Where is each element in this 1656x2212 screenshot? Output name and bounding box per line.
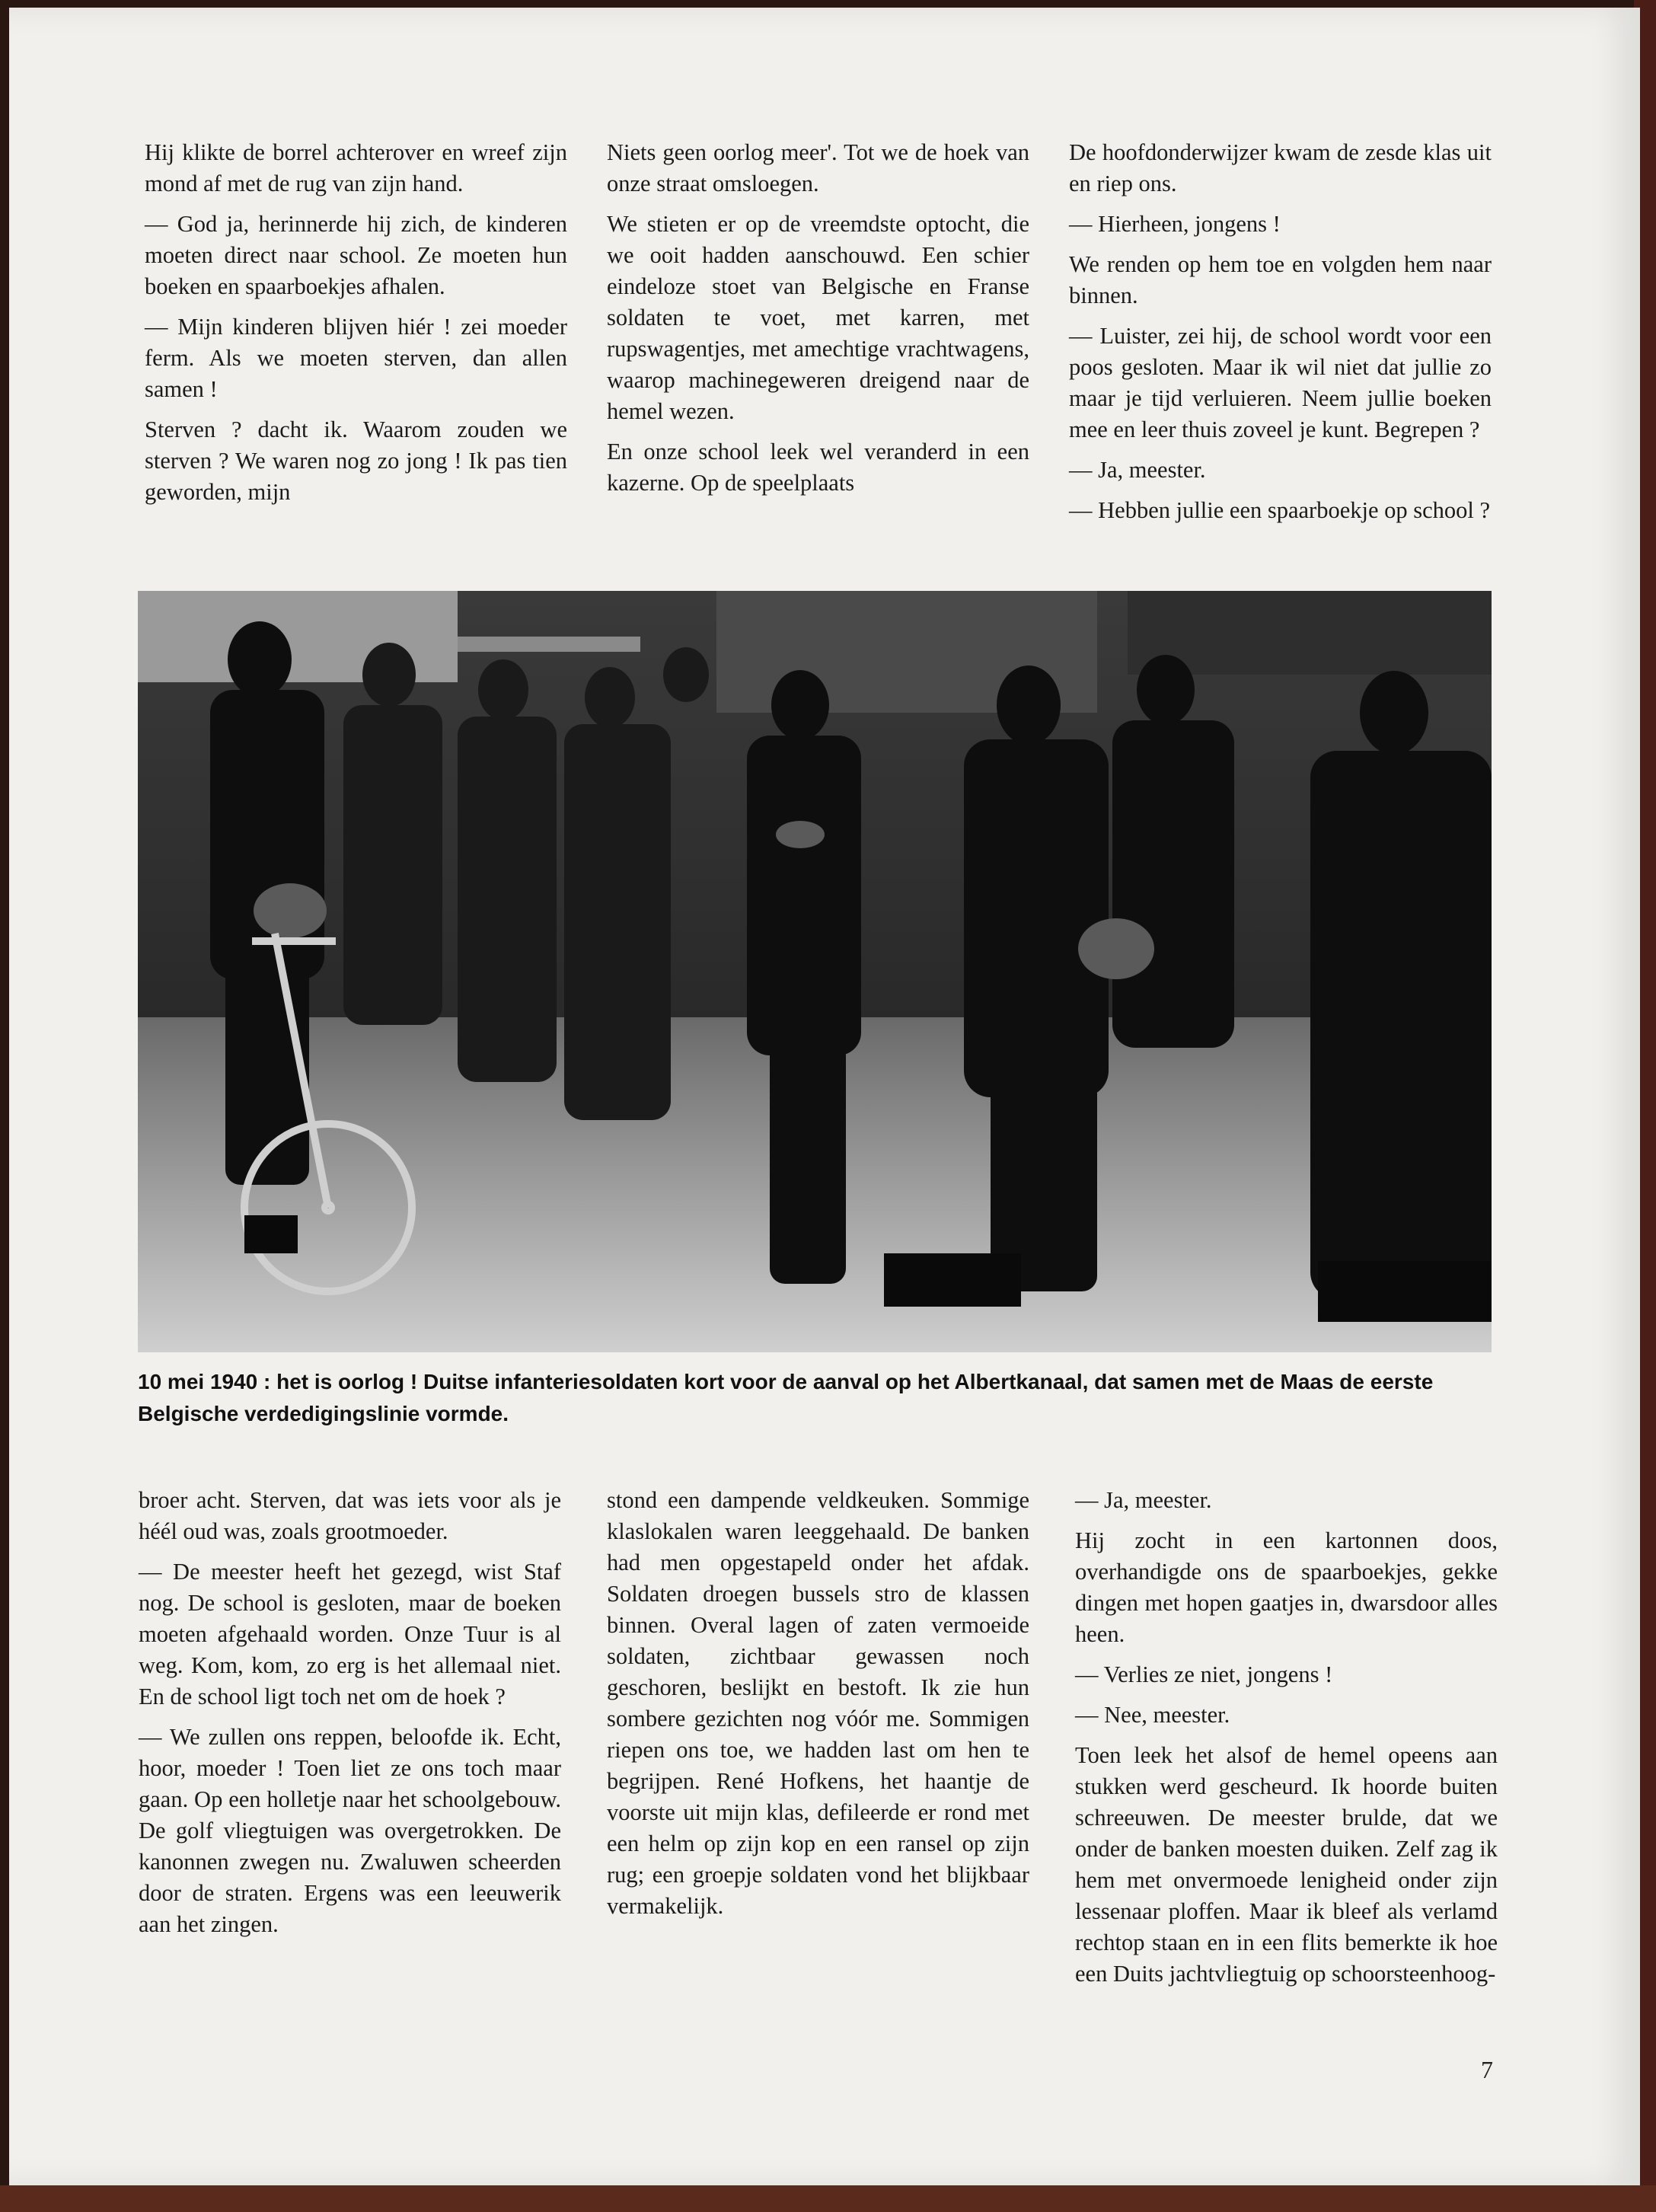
paragraph: — Verlies ze niet, jongens ! (1075, 1661, 1333, 1687)
paragraph: — Hierheen, jongens ! (1069, 211, 1281, 237)
paragraph: — Ja, meester. (1069, 457, 1206, 483)
paragraph: We renden op hem toe en volgden hem naar binnen. (1069, 251, 1492, 308)
page-number: 7 (1481, 2056, 1493, 2083)
paragraph: Toen leek het alsof de hemel opeens aan stukken werd gescheurd. Ik hoorde buiten schreeuwen. De meester brulde, dat we onder de banken moesten duiken. Zelf zag ik hem met onvermoede lenigheid onder zijn lessenaar ploffen. Maar ik bleef als verlamd rechtop staan en in een flits bemerkte ik hoe een Duits jachtvliegtuig op schoorsteenhoog- (1075, 1742, 1498, 1987)
paragraph: Hij zocht in een kartonnen doos, overhandigde ons de spaarboekjes, gekke dingen met hopen gaatjes in, dwarsdoor alles heen. (1075, 1527, 1498, 1647)
paragraph: Niets geen oorlog meer'. Tot we de hoek van onze straat omsloegen. (607, 139, 1029, 196)
top-column-2 (607, 137, 1029, 508)
top-column-1 (145, 137, 567, 517)
soldiers-marching-illustration (138, 591, 1492, 1352)
paragraph: — Mijn kinderen blijven hiér ! zei moeder ferm. Als we moeten sterven, dan allen samen ! (145, 314, 567, 402)
historical-photo (138, 591, 1492, 1352)
paragraph: — Ja, meester. (1075, 1487, 1212, 1513)
paragraph: De hoofdonderwijzer kwam de zesde klas uit en riep ons. (1069, 139, 1492, 196)
paragraph: We stieten er op de vreemdste optocht, die we ooit hadden aanschouwd. Een schier eindeloze stoet van Belgische en Franse soldaten te voet, met karren, met rupswagentjes, met amechtige vrachtwagens, waarop machinegeweren dreigend naar de hemel wezen. (607, 211, 1029, 424)
paragraph: — De meester heeft het gezegd, wist Staf nog. De school is gesloten, maar de boeken moeten afgehaald worden. Onze Tuur is al weg. Kom, kom, zo erg is het allemaal niet. En de school ligt toch net om de hoek ? (139, 1559, 561, 1709)
paragraph: — God ja, herinnerde hij zich, de kinderen moeten direct naar school. Ze moeten hun boeken en spaarboekjes afhalen. (145, 211, 567, 299)
bottom-column-1 (139, 1485, 561, 1949)
bottom-column-3 (1075, 1485, 1498, 1999)
paragraph: Hij klikte de borrel achterover en wreef zijn mond af met de rug van zijn hand. (145, 139, 567, 196)
top-column-3 (1069, 137, 1492, 535)
photo-caption: 10 mei 1940 : het is oorlog ! Duitse infanteriesoldaten kort voor de aanval op het Albertkanaal, dat samen met de Maas de eerste Belgische verdedigingslinie vormde. (138, 1370, 1434, 1425)
paragraph: — Hebben jullie een spaarboekje op school ? (1069, 497, 1491, 523)
paragraph: — Luister, zei hij, de school wordt voor een poos gesloten. Maar ik wil niet dat jullie zo maar je tijd verluieren. Neem jullie boeken mee en leer thuis zoveel je kunt. Begrepen ? (1069, 323, 1492, 442)
bottom-column-2 (607, 1485, 1029, 1931)
paragraph: stond een dampende veldkeuken. Sommige klaslokalen waren leeggehaald. De banken had men opgestapeld onder het afdak. Soldaten droegen bussels stro de klassen binnen. Overal lagen of zaten vermoeide soldaten, zichtbaar gewassen noch geschoren, beslijkt en bestoft. Ik zie hun sombere gezichten nog vóór me. Sommigen riepen ons toe, we hadden last om hen te begrijpen. René Hofkens, het haantje de voorste uit mijn klas, defileerde er rond met een helm op zijn kop en een ransel op zijn rug; een groepje soldaten vond het blijkbaar vermakelijk. (607, 1487, 1029, 1919)
paragraph: — We zullen ons reppen, beloofde ik. Echt, hoor, moeder ! Toen liet ze ons toch maar gaan. Op een holletje naar het schoolgebouw. De golf vliegtuigen was overgetrokken. De kanonnen zwegen nu. Zwaluwen scheerden door de straten. Ergens was een leeuwerik aan het zingen. (139, 1724, 561, 1937)
paragraph: — Nee, meester. (1075, 1702, 1230, 1728)
paragraph: En onze school leek wel veranderd in een kazerne. Op de speelplaats (607, 439, 1029, 496)
paragraph: broer acht. Sterven, dat was iets voor als je héél oud was, zoals grootmoeder. (139, 1487, 561, 1544)
table-surface (0, 2185, 1656, 2212)
paragraph: Sterven ? dacht ik. Waarom zouden we sterven ? We waren nog zo jong ! Ik pas tien geworden, mijn (145, 417, 567, 505)
